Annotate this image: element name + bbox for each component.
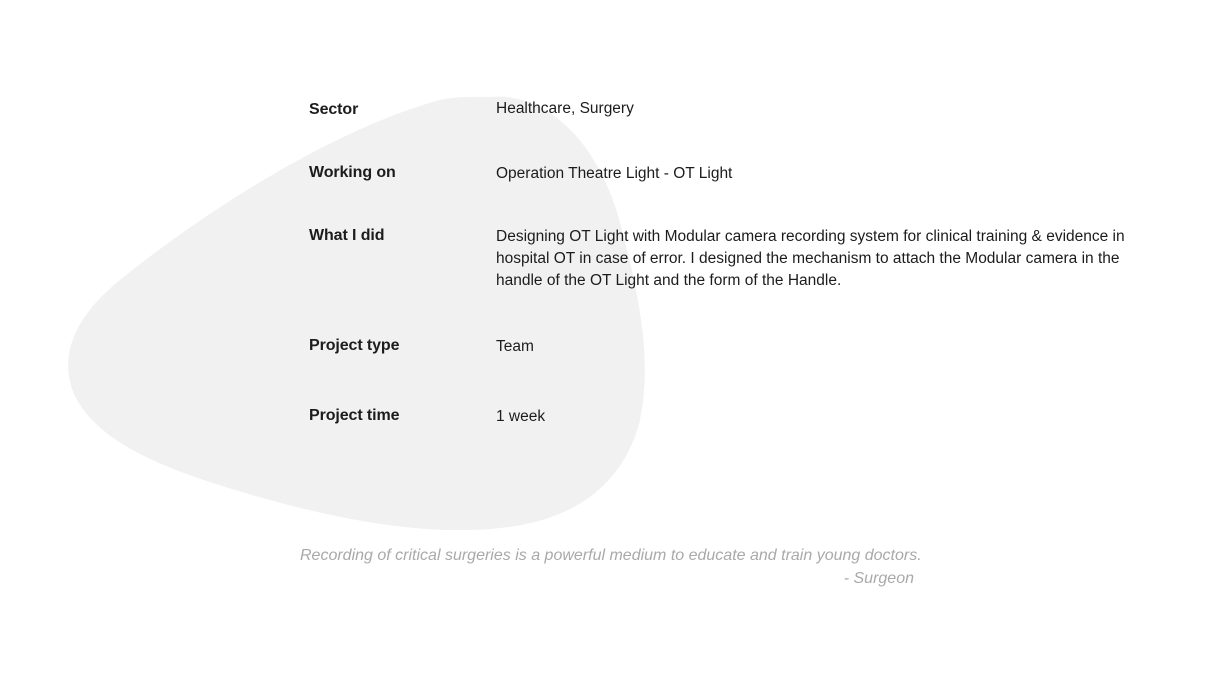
project-time-label: Project time: [309, 407, 400, 424]
surgeon-quote: [300, 544, 922, 590]
what-i-did-label: What I did: [309, 227, 385, 244]
project-time-value: 1 week: [496, 408, 546, 425]
working-on-label: Working on: [309, 164, 396, 181]
what-i-did-value: Designing OT Light with Modular camera recording system for clinical training & evidence in hospital OT in case of error. I designed the mechanism to attach the Modular camera in the handle of the OT Light and the form of the Handle.: [496, 228, 1125, 289]
sector-label: Sector: [309, 101, 359, 118]
quote-text: Recording of critical surgeries is a powerful medium to educate and train young doctors.: [300, 547, 922, 564]
quote-attribution: - Surgeon: [843, 570, 914, 587]
sector-value: Healthcare, Surgery: [496, 100, 634, 117]
project-type-value: Team: [496, 338, 534, 355]
working-on-value: Operation Theatre Light - OT Light: [496, 165, 733, 182]
project-type-label: Project type: [309, 337, 400, 354]
